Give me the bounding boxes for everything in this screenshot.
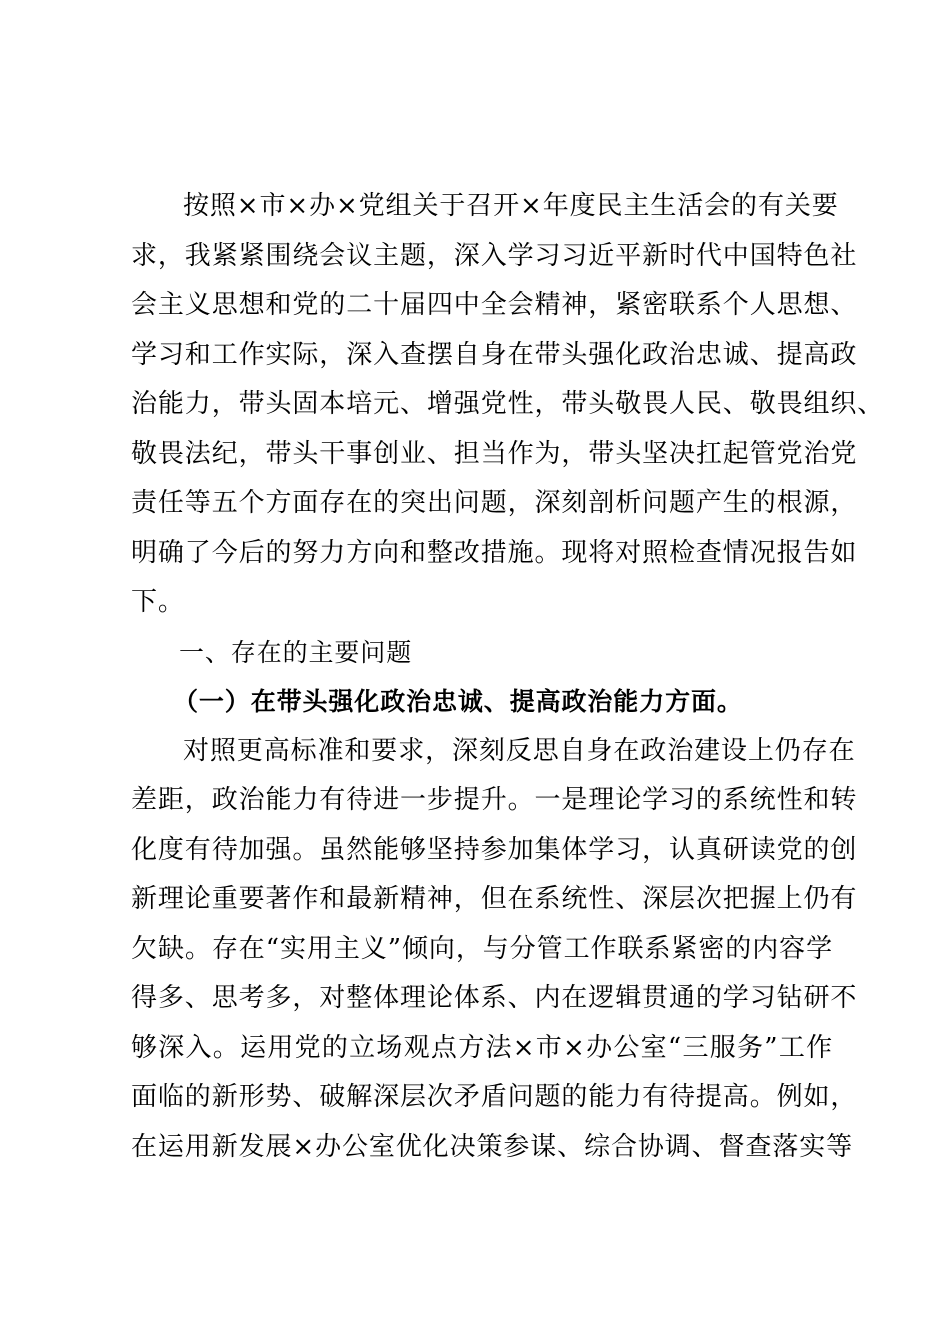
subsection-heading: （一）在带头强化政治忠诚、提高政治能力方面。 xyxy=(173,687,743,716)
body-line: 在运用新发展×办公室优化决策参谋、综合协调、督查落实等 xyxy=(131,1131,854,1162)
body-line: 化度有待加强。虽然能够坚持参加集体学习，认真研读党的创 xyxy=(131,834,858,865)
section-heading: 一、存在的主要问题 xyxy=(179,637,413,667)
body-line: 够深入。运用党的立场观点方法×市×办公室“三服务”工作 xyxy=(131,1032,833,1063)
intro-line: 会主义思想和党的二十届四中全会精神，紧密联系个人思想、 xyxy=(131,290,858,320)
document-body xyxy=(131,182,885,1172)
intro-line-last: 下。 xyxy=(131,587,185,617)
intro-line: 明确了今后的努力方向和整改措施。现将对照检查情况报告如 xyxy=(131,537,858,568)
intro-line: 按照×市×办×党组关于召开×年度民主生活会的有关要 xyxy=(183,191,839,221)
body-line: 得多、思考多，对整体理论体系、内在逻辑贯通的学习钻研不 xyxy=(131,983,858,1013)
body-line: 新理论重要著作和最新精神，但在系统性、深层次把握上仍有 xyxy=(131,884,858,914)
intro-line: 学习和工作实际，深入查摆自身在带头强化政治忠诚、提高政 xyxy=(131,339,858,370)
intro-line: 治能力，带头固本培元、增强党性，带头敬畏人民、敬畏组织、 xyxy=(131,389,885,419)
intro-line: 求，我紧紧围绕会议主题，深入学习习近平新时代中国特色社 xyxy=(131,240,858,271)
body-line: 面临的新形势、破解深层次矛盾问题的能力有待提高。例如， xyxy=(131,1082,858,1112)
body-line: 欠缺。存在“实用主义”倾向，与分管工作联系紧密的内容学 xyxy=(131,933,833,964)
intro-line: 敬畏法纪，带头干事创业、担当作为，带头坚决扛起管党治党 xyxy=(131,438,858,469)
body-line: 差距，政治能力有待进一步提升。一是理论学习的系统性和转 xyxy=(131,785,858,815)
intro-line: 责任等五个方面存在的突出问题，深刻剖析问题产生的根源， xyxy=(131,488,858,518)
body-line: 对照更高标准和要求，深刻反思自身在政治建设上仍存在 xyxy=(183,735,856,766)
